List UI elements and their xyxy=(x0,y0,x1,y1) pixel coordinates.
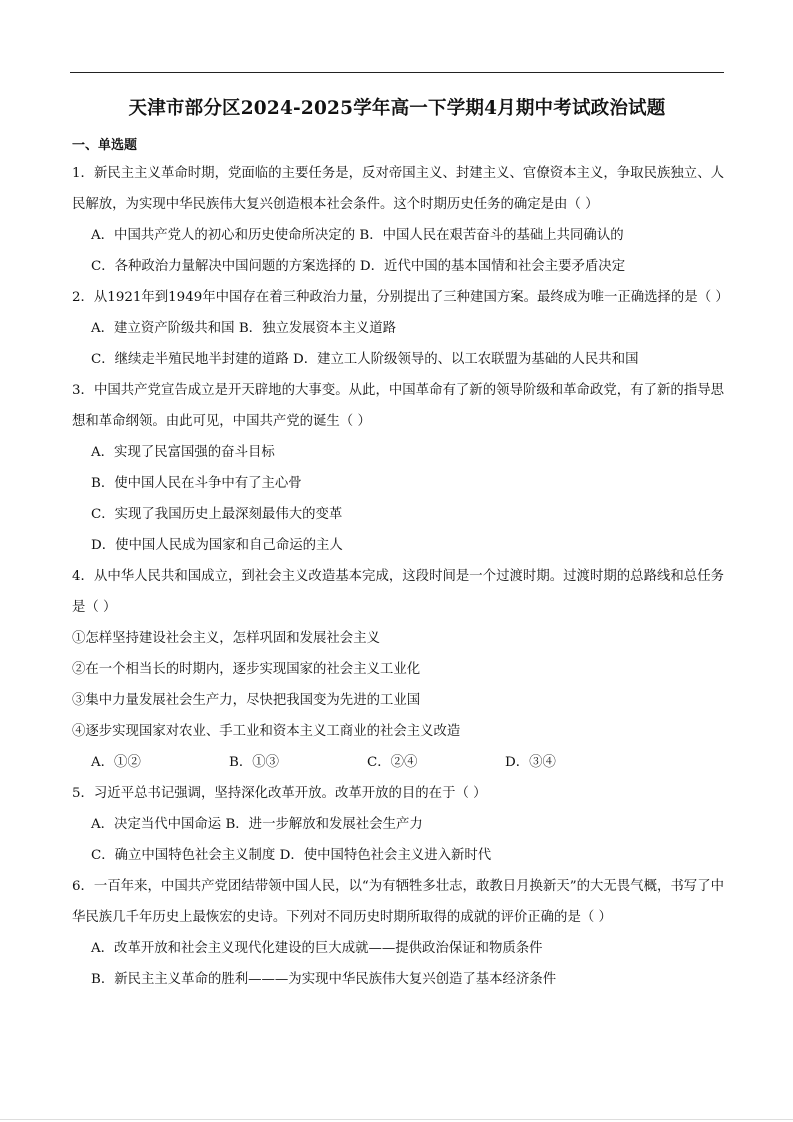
question-list xyxy=(72,135,729,995)
option-line: A．中国共产党人的初心和历史使命所决定的 B．中国人民在艰苦奋斗的基础上共同确认的 xyxy=(91,228,624,243)
page-title: 天津市部分区2024-2025学年高一下学期4月期中考试政治试题 xyxy=(128,98,666,119)
question-4 xyxy=(72,561,724,778)
question-stem: 3．中国共产党宣告成立是开天辟地的大事变。从此，中国革命有了新的领导阶级和革命政党，有了新的指导思想和革命纲领。由此可见，中国共产党的诞生（ ） xyxy=(72,383,724,429)
statement-item: ③集中力量发展社会生产力，尽快把我国变为先进的工业国 xyxy=(72,693,421,708)
option-a: A．①② xyxy=(91,755,141,770)
header-rule xyxy=(70,72,724,73)
option-d: D．③④ xyxy=(505,755,556,770)
question-stem: 1．新民主主义革命时期，党面临的主要任务是，反对帝国主义、封建主义、官僚资本主义，争取民族独立、人民解放，为实现中华民族伟大复兴创造根本社会条件。这个时期历史任务的确定是由（ ） xyxy=(72,166,724,212)
option-line: A．决定当代中国命运 B．进一步解放和发展社会生产力 xyxy=(91,817,423,832)
option-b: B．①③ xyxy=(229,755,280,770)
option-c: C．②④ xyxy=(367,755,418,770)
question-5 xyxy=(72,778,724,871)
question-6 xyxy=(72,871,724,995)
question-2 xyxy=(72,282,729,375)
option-line: A．建立资产阶级共和国 B．独立发展资本主义道路 xyxy=(91,321,396,336)
question-stem: 5．习近平总书记强调，坚持深化改革开放。改革开放的目的在于（ ） xyxy=(72,786,487,801)
option-row xyxy=(72,747,724,778)
question-stem: 6．一百年来，中国共产党团结带领中国人民，以“为有牺牲多壮志，敢教日月换新天”的大无畏气概，书写了中华民族几千年历史上最恢宏的史诗。下列对不同历史时期所取得的成就的评价正确的是（ ） xyxy=(72,879,724,925)
question-stem: 4．从中华人民共和国成立，到社会主义改造基本完成，这段时间是一个过渡时期。过渡时期的总路线和总任务是（ ） xyxy=(72,569,724,615)
question-1 xyxy=(72,158,724,282)
option-line: C．实现了我国历史上最深刻最伟大的变革 xyxy=(91,507,343,522)
option-line: C．各种政治力量解决中国问题的方案选择的 D．近代中国的基本国情和社会主要矛盾决定 xyxy=(91,259,626,274)
statement-item: ①怎样坚持建设社会主义，怎样巩固和发展社会主义 xyxy=(72,631,380,646)
section-heading: 一、单选题 xyxy=(72,138,138,153)
option-line: D．使中国人民成为国家和自己命运的主人 xyxy=(91,538,343,553)
statement-item: ②在一个相当长的时期内，逐步实现国家的社会主义工业化 xyxy=(72,662,421,677)
option-line: B．新民主主义革命的胜利———为实现中华民族伟大复兴创造了基本经济条件 xyxy=(91,972,557,987)
footer-rule xyxy=(0,1119,793,1120)
option-line: C．确立中国特色社会主义制度 D．使中国特色社会主义进入新时代 xyxy=(91,848,492,863)
option-line: B．使中国人民在斗争中有了主心骨 xyxy=(91,476,302,491)
question-3 xyxy=(72,375,724,561)
statement-item: ④逐步实现国家对农业、手工业和资本主义工商业的社会主义改造 xyxy=(72,724,461,739)
option-line: A．实现了民富国强的奋斗目标 xyxy=(91,445,275,460)
option-line: A．改革开放和社会主义现代化建设的巨大成就——提供政治保证和物质条件 xyxy=(91,941,543,956)
question-stem: 2．从1921年到1949年中国存在着三种政治力量，分别提出了三种建国方案。最终成为唯一正确选择的是（ ） xyxy=(72,290,729,305)
option-line: C．继续走半殖民地半封建的道路 D．建立工人阶级领导的、以工农联盟为基础的人民共和国 xyxy=(91,352,639,367)
